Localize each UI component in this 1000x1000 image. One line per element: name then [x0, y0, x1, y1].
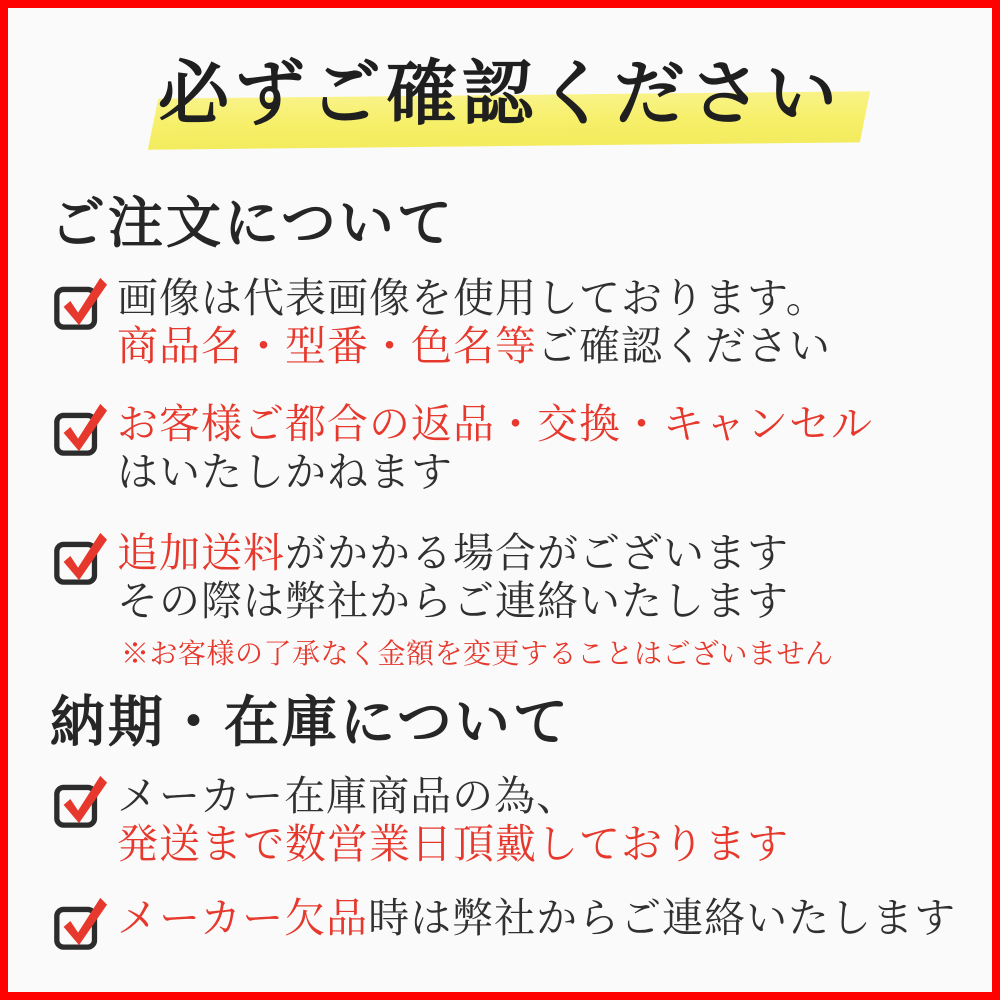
- notice-line: [117, 322, 831, 370]
- notice-item: [52, 772, 789, 868]
- red-emphasis-text: メーカー欠品: [117, 894, 369, 942]
- red-emphasis-text: 商品名・型番・色名等: [117, 322, 537, 370]
- notice-item: [52, 400, 873, 496]
- notice-text: [117, 529, 834, 671]
- notice-line: [117, 400, 873, 448]
- notice-line-text: ご確認ください: [537, 322, 831, 370]
- section-heading-delivery-stock: 納期・在庫について: [50, 689, 571, 754]
- notice-text: [117, 274, 831, 370]
- notice-line: [117, 529, 834, 577]
- notice-line-text: メーカー在庫商品の為、: [117, 772, 579, 820]
- notice-line-text: その際は弊社からご連絡いたします: [117, 577, 789, 625]
- notice-line: [117, 577, 834, 625]
- notice-line: [117, 274, 831, 322]
- notice-line: [117, 448, 873, 496]
- checkmark-checkbox-icon: [52, 771, 108, 829]
- notice-text: [117, 772, 789, 868]
- notice-line-text: がかかる場合がございます: [285, 529, 789, 577]
- section-heading-orders: ご注文について: [50, 190, 455, 255]
- checkmark-checkbox-icon: [52, 893, 108, 951]
- notice-text: [117, 894, 956, 942]
- notice-line: [117, 820, 789, 868]
- fine-print-note: ※お客様の了承なく金額を変更することはございません: [121, 637, 834, 670]
- notice-line-text: 時は弊社からご連絡いたします: [368, 894, 957, 942]
- notice-item: [52, 894, 956, 951]
- checkmark-checkbox-icon: [52, 528, 108, 586]
- checkmark-checkbox-icon: [52, 399, 108, 457]
- notice-line: [117, 894, 956, 942]
- red-emphasis-text: お客様ご都合の返品・交換・キャンセル: [117, 400, 873, 448]
- checkmark-checkbox-icon: [52, 273, 108, 331]
- page-title: 必ずご確認ください: [157, 51, 842, 135]
- notice-line: [117, 772, 789, 820]
- red-emphasis-text: 発送まで数営業日頂戴しております: [117, 820, 789, 868]
- notice-item: [52, 274, 831, 370]
- notice-text: [117, 400, 873, 496]
- notice-item: [52, 529, 834, 671]
- title-block: [8, 8, 992, 178]
- notice-line-text: はいたしかねます: [117, 448, 453, 496]
- notice-line-text: 画像は代表画像を使用しております。: [117, 274, 828, 322]
- red-emphasis-text: 追加送料: [117, 529, 285, 577]
